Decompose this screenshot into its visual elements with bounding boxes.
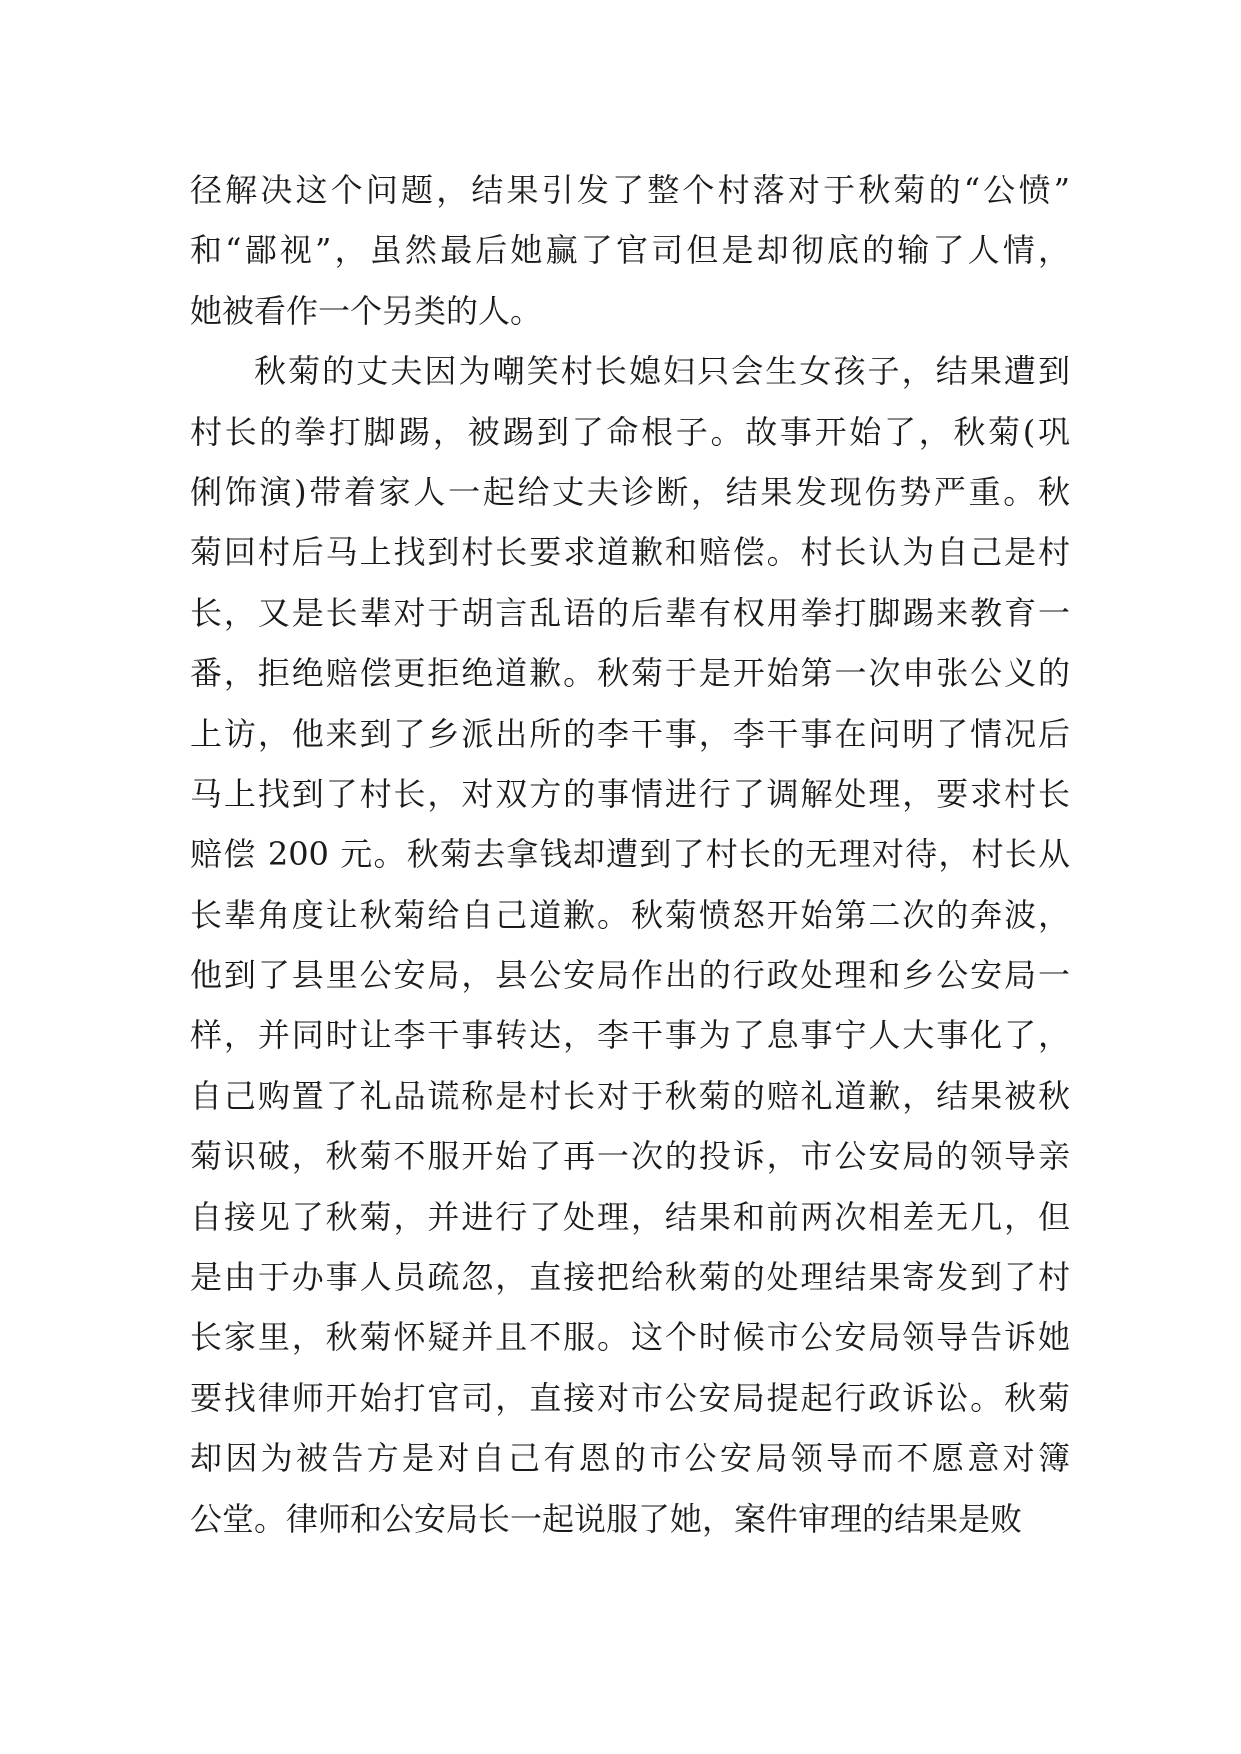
text-line: 菊识破，秋菊不服开始了再一次的投诉，市公安局的领导亲 — [190, 1137, 1070, 1176]
text-line: 却因为被告方是对自己有恩的市公安局领导而不愿意对簿 — [190, 1439, 1070, 1478]
text-line: 上访，他来到了乡派出所的李干事，李干事在问明了情况后 — [190, 714, 1070, 753]
text-line: 径解决这个问题，结果引发了整个村落对于秋菊的“公愤” — [190, 171, 1070, 209]
text-line: 赔偿 200 元。秋菊去拿钱却遭到了村长的无理对待，村长从 — [190, 835, 1070, 874]
text-line: 他到了县里公安局，县公安局作出的行政处理和乡公安局一 — [190, 956, 1070, 995]
text-line: 菊回村后马上找到村长要求道歉和赔偿。村长认为自己是村 — [190, 533, 1070, 572]
text-line: 自己购置了礼品谎称是村长对于秋菊的赔礼道歉，结果被秋 — [190, 1076, 1070, 1115]
text-line: 和“鄙视”，虽然最后她赢了官司但是却彻底的输了人情， — [190, 231, 1070, 270]
text-line: 要找律师开始打官司，直接对市公安局提起行政诉讼。秋菊 — [190, 1378, 1070, 1417]
text-line: 俐饰演)带着家人一起给丈夫诊断，结果发现伤势严重。秋 — [190, 472, 1070, 511]
text-line: 样，并同时让李干事转达，李干事为了息事宁人大事化了， — [190, 1016, 1070, 1055]
text-line: 马上找到了村长，对双方的事情进行了调解处理，要求村长 — [190, 774, 1070, 813]
body-text — [190, 160, 1070, 1549]
text-line: 长家里，秋菊怀疑并且不服。这个时候市公安局领导告诉她 — [190, 1318, 1070, 1357]
text-line: 长，又是长辈对于胡言乱语的后辈有权用拳打脚踢来教育一 — [190, 593, 1070, 632]
text-line: 长辈角度让秋菊给自己道歉。秋菊愤怒开始第二次的奔波， — [190, 895, 1070, 934]
text-line: 自接见了秋菊，并进行了处理，结果和前两次相差无几，但 — [190, 1197, 1070, 1236]
text-line: 她被看作一个另类的人。 — [190, 291, 543, 330]
text-line: 番，拒绝赔偿更拒绝道歉。秋菊于是开始第一次申张公义的 — [190, 654, 1070, 693]
paragraph-2 — [190, 341, 1070, 1549]
text-line: 是由于办事人员疏忽，直接把给秋菊的处理结果寄发到了村 — [190, 1258, 1070, 1297]
text-line: 公堂。律师和公安局长一起说服了她，案件审理的结果是败 — [190, 1499, 1023, 1538]
text-line: 秋菊的丈夫因为嘲笑村长媳妇只会生女孩子，结果遭到 — [254, 352, 1070, 391]
paragraph-1 — [190, 160, 1070, 341]
text-line: 村长的拳打脚踢，被踢到了命根子。故事开始了，秋菊(巩 — [190, 412, 1070, 451]
